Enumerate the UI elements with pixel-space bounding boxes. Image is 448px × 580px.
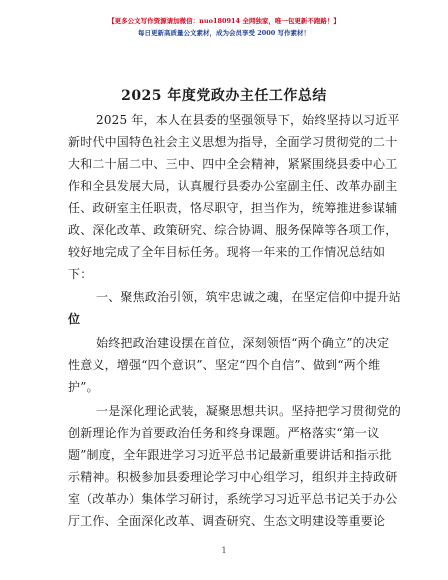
body-line: 示精神。积极参加县委理论学习中心组学习，组织并主持政研	[68, 470, 398, 484]
body-line: 创新理论作为首要政治任务和终身课题。严格落实“第一议	[68, 426, 380, 440]
section-heading: 一、聚焦政治引领，筑牢忠诚之魂，在坚定信仰中提升站	[96, 290, 402, 304]
body-line: 任、政研室主任职责，恪尽职守，担当作为，统筹推进参谋辅	[68, 201, 398, 215]
body-line: 厅工作、全面深化改革、调查研究、生态文明建设等重要论	[68, 514, 386, 528]
body-line: 作和全县发展大局，认真履行县委办公室副主任、改革办副主	[68, 179, 398, 193]
body-line: 性意义，增强“四个意识”、坚定“四个自信”、做到“两个维	[68, 358, 381, 372]
body-line: 下：	[68, 267, 93, 281]
body-line: 新时代中国特色社会主义思想为指导，全面学习贯彻党的二十	[68, 135, 398, 149]
body-line: 一是深化理论武装，凝聚思想共识。坚持把学习贯彻党的	[96, 404, 402, 418]
page-number: 1	[221, 546, 227, 555]
body-line: 大和二十届二中、三中、四中全会精神，紧紧围绕县委中心工	[68, 157, 398, 171]
body-line: 始终把政治建设摆在首位，深刻领悟“两个确立”的决定	[96, 336, 390, 350]
body-line: 政、深化改革、政策研究、综合协调、服务保障等各项工作，	[68, 223, 398, 237]
header-banner-promo: 【更多公文写作资源请加微信：nuo180914 全网独家，唯一包更新不跑路！】	[108, 17, 340, 25]
body-line: 2025 年，本人在县委的坚强领导下，始终坚持以习近平	[96, 113, 400, 127]
body-line: 室（改革办）集体学习研讨，系统学习习近平总书记关于办公	[68, 492, 398, 506]
document-title: 2025 年度党政办主任工作总结	[121, 88, 327, 104]
body-line: 护”。	[68, 380, 99, 394]
header-banner-subtitle: 每日更新高质量公文素材，成为会员享受 2000 写作素材！	[137, 29, 311, 37]
body-line: 题”制度，全年跟进学习习近平总书记最新重要讲话和指示批	[68, 448, 392, 462]
section-heading-continued: 位	[68, 312, 81, 326]
body-line: 较好地完成了全年目标任务。现将一年来的工作情况总结如	[68, 245, 386, 259]
